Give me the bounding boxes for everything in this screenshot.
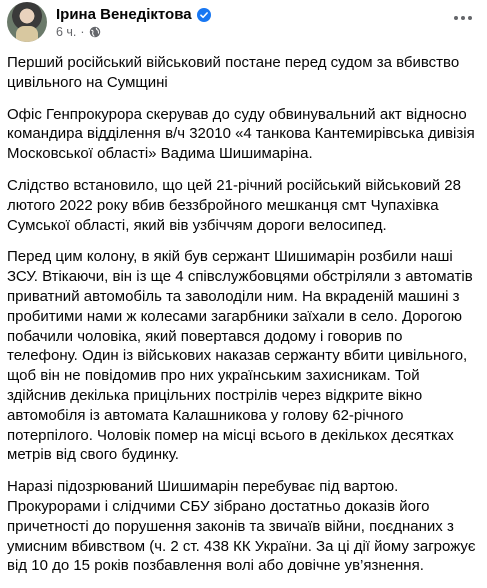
post-paragraph: Перед цим колону, в якій був сержант Шишимарін розбили наші ЗСУ. Втікаючи, він із ще 4 співслужбовцями обстріляли з автоматів приватний автомобіль та заволоділи ним. На вкраденій машині з пробитими нами ж колесами загарбники заїхали в село. Дорогою побачили чоловіка, який повертався додому і говорив по телефону. Один із військових наказав сержанту вбити цивільного, щоб він не повідомив про них українським захисникам. Той здійснив декілька прицільних пострілів через відкрите вікно автомобіля із автомата Калашникова у голову 62-річного потерпілого. Чоловік помер на місці всього в декількох десятках метрів від свого будинку. (7, 248, 473, 464)
post-body (7, 53, 477, 588)
post-paragraph: Офіс Генпрокурора скерував до суду обвинувальний акт відносно командира відділення в/ч 32010 «4 танкова Кантемирівська дивізія Московської області» Вадима Шишимаріна. (7, 105, 475, 163)
post-header (7, 2, 211, 46)
post-paragraph: Наразі підозрюваний Шишимарін перебуває під вартою. Прокурорами і слідчими СБУ зібрано достатньо доказів його причетності до порушення законів та звичаїв війни, поєднаних з умисним вбивством (ч. 2 ст. 438 КК України. За ці дії йому загрожує від 10 до 15 років позбавлення волі або довічне ув’язнення. (7, 478, 476, 575)
separator-dot: · (80, 25, 85, 39)
post-timestamp[interactable]: 6 ч. (56, 25, 77, 39)
post-meta (56, 2, 211, 39)
globe-icon[interactable] (89, 26, 101, 38)
post-paragraph: Перший російський військовий постане перед судом за вбивство цивільного на Сумщині (7, 54, 460, 91)
author-name[interactable]: Ірина Венедіктова (56, 6, 192, 23)
author-name-row (56, 5, 211, 24)
post-time-row (56, 25, 211, 39)
post-paragraph: Слідство встановило, що цей 21-річний російський військовий 28 лютого 2022 року вбив беззбройного мешканця смт Чупахівка Сумської області, який вів узбіччям дороги велосипед. (7, 176, 461, 234)
more-options-icon[interactable] (449, 8, 477, 28)
author-avatar[interactable] (7, 2, 47, 42)
verified-badge-icon (197, 8, 211, 22)
